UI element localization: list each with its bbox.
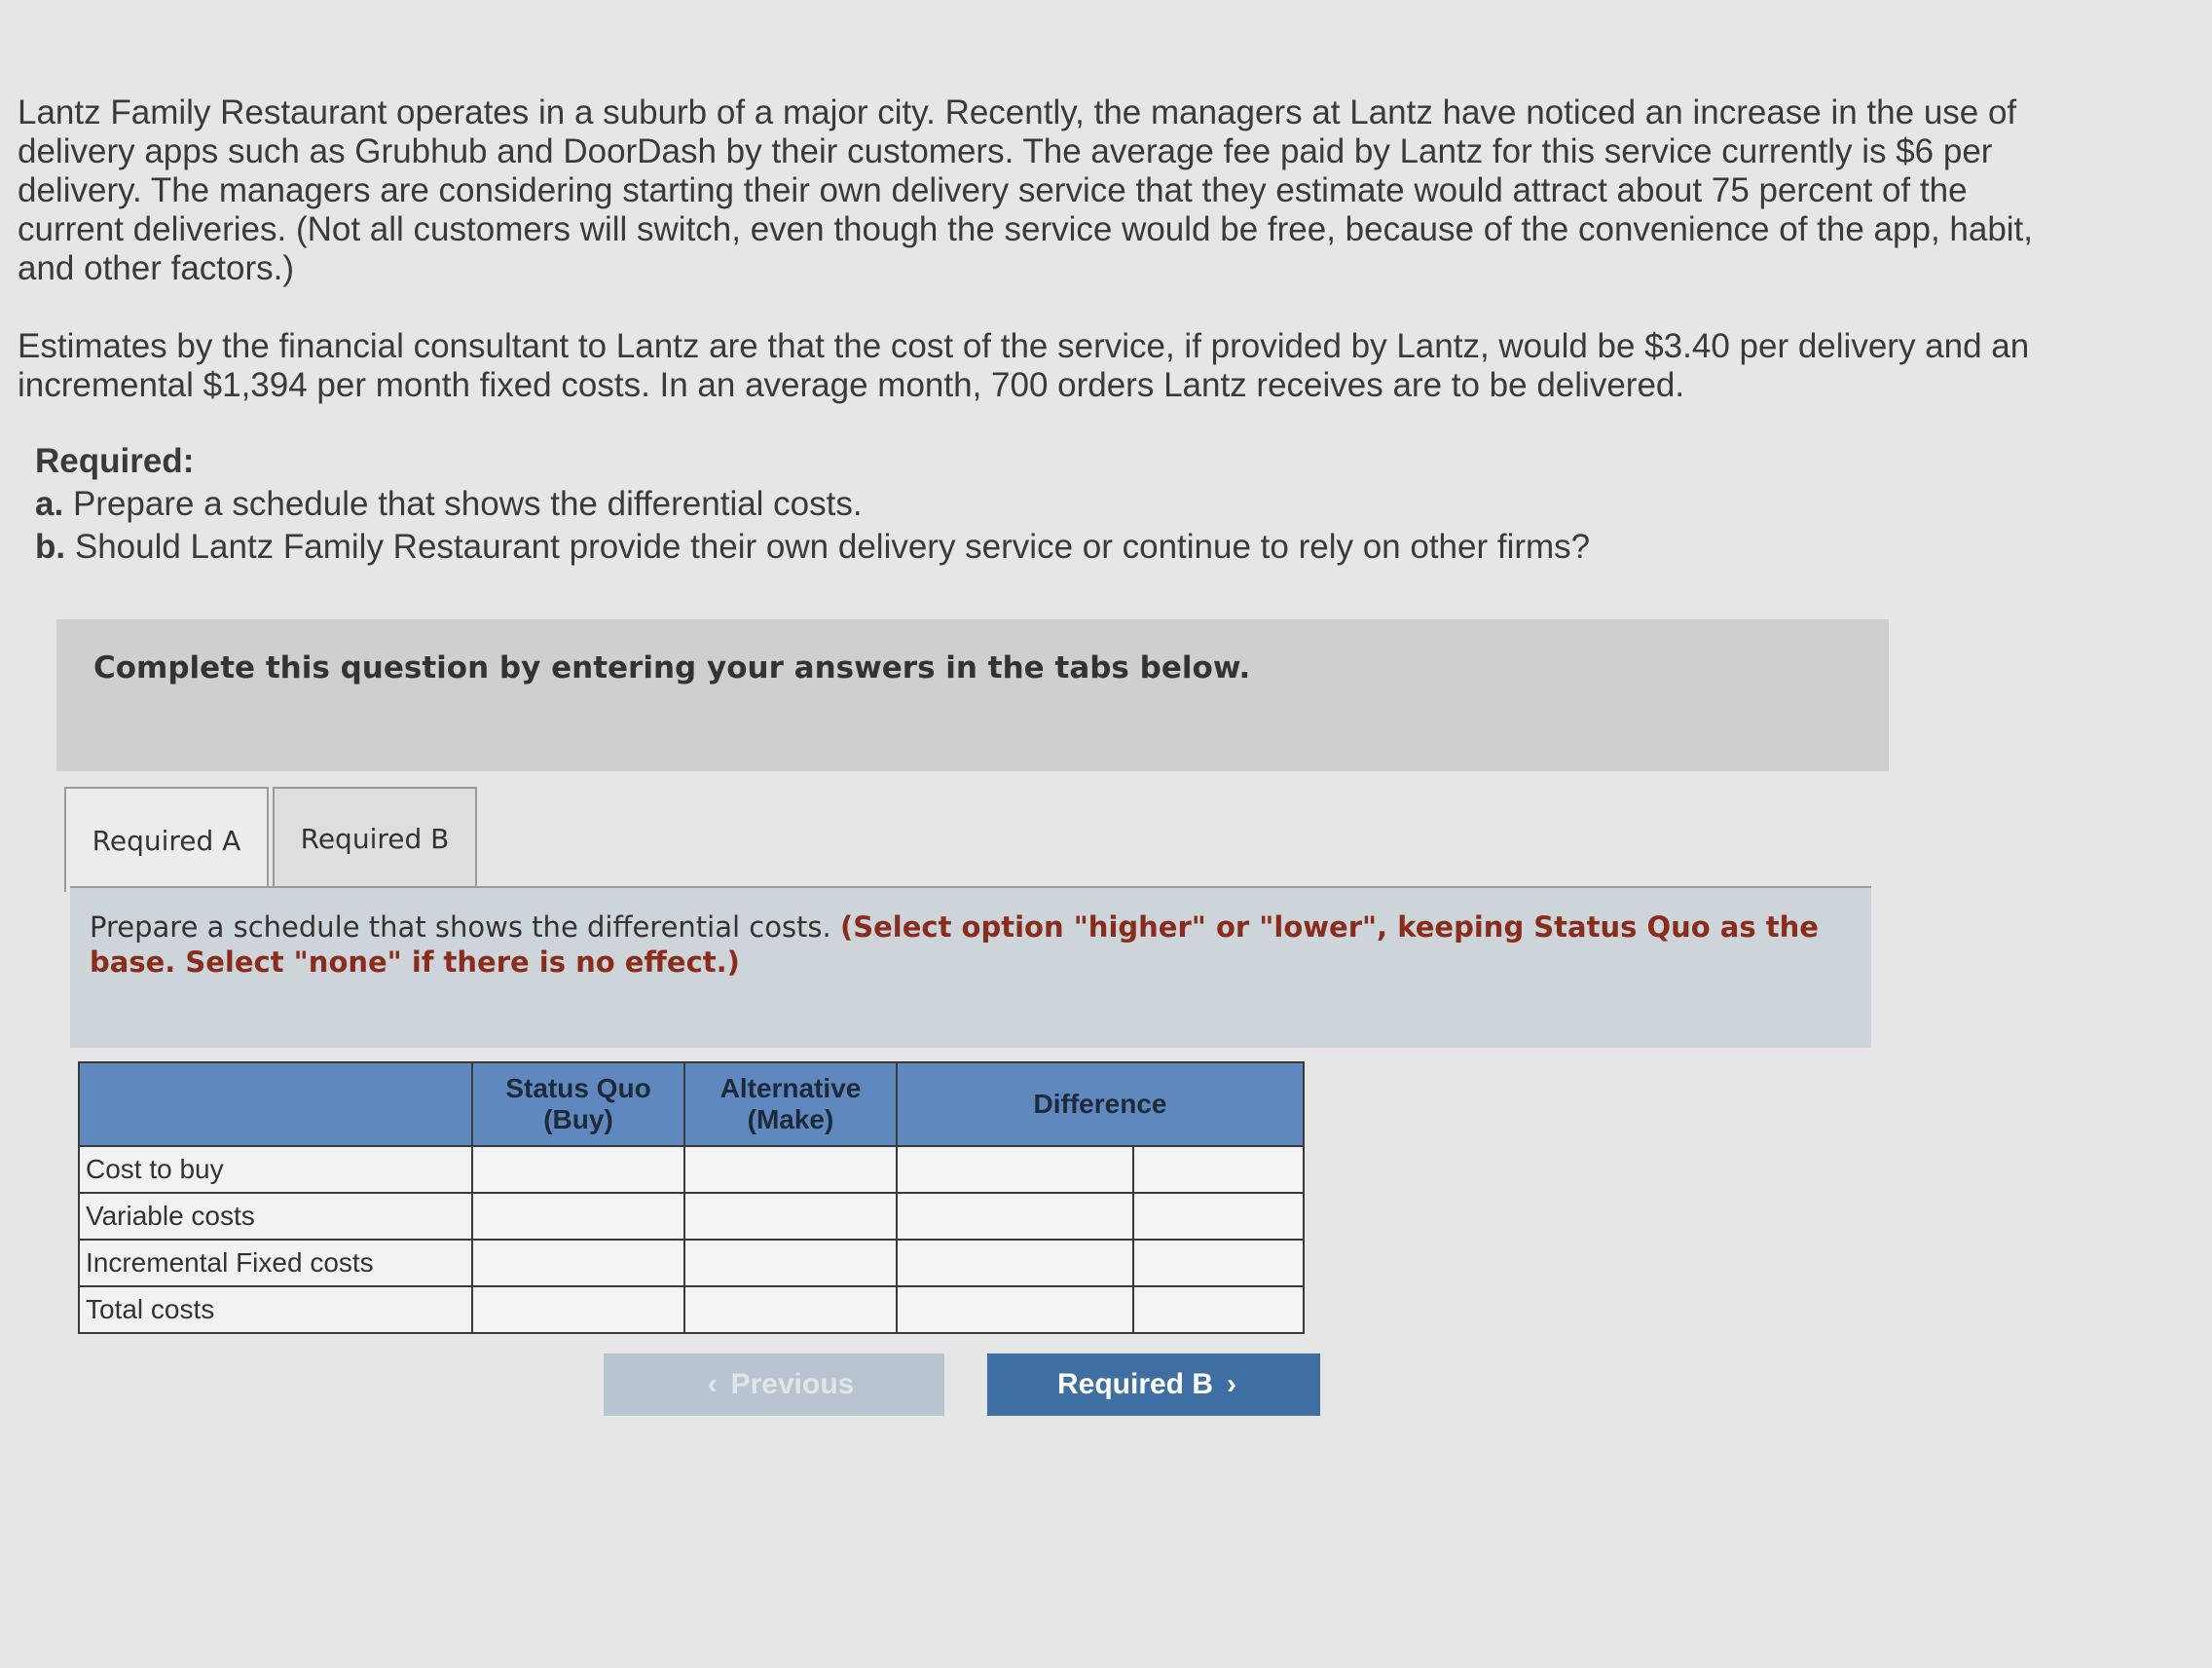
- required-list: [35, 440, 1590, 569]
- instruction-box: [56, 619, 1889, 771]
- difference-fixed-costs-select[interactable]: [1133, 1240, 1304, 1286]
- instruction-text: Complete this question by entering your answers in the tabs below.: [93, 650, 1251, 686]
- next-button-label: Required B: [1056, 1368, 1214, 1400]
- table-row: [79, 1193, 1304, 1240]
- alternative-fixed-costs-input[interactable]: [684, 1240, 897, 1286]
- alternative-total-costs-input[interactable]: [684, 1286, 897, 1333]
- tab-required-b[interactable]: Required B: [273, 787, 477, 888]
- header-difference: Difference: [897, 1062, 1304, 1146]
- required-item-b-marker: b.: [35, 528, 66, 566]
- chevron-left-icon: ‹: [707, 1368, 718, 1400]
- next-required-b-button[interactable]: [987, 1353, 1320, 1416]
- panel-text: [90, 909, 1823, 980]
- previous-button-label: Previous: [730, 1368, 855, 1400]
- required-heading: Required:: [35, 442, 195, 480]
- header-alternative-line2: (Make): [747, 1104, 834, 1134]
- problem-paragraph-2: Estimates by the financial consultant to Lantz are that the cost of the service, if provided by Lantz, would be $3.40 per delivery and an incremental $1,394 per month fixed costs. In an average month, 700 orders Lantz receives are to be delivered.: [18, 327, 2030, 404]
- table-row: [79, 1240, 1304, 1286]
- status-quo-fixed-costs-input[interactable]: [472, 1240, 684, 1286]
- row-label-total-costs: Total costs: [79, 1286, 472, 1333]
- header-alternative-line1: Alternative: [719, 1073, 862, 1103]
- table-row: [79, 1146, 1304, 1193]
- row-label-cost-to-buy: Cost to buy: [79, 1146, 472, 1193]
- header-status-quo-line1: Status Quo: [505, 1073, 651, 1103]
- problem-statement: [18, 93, 2082, 405]
- difference-cost-to-buy-select[interactable]: [1133, 1146, 1304, 1193]
- alternative-variable-costs-input[interactable]: [684, 1193, 897, 1240]
- status-quo-total-costs-input[interactable]: [472, 1286, 684, 1333]
- schedule-header-row: [79, 1062, 1304, 1146]
- required-item-b-text: Should Lantz Family Restaurant provide their own delivery service or continue to rely on other firms?: [74, 528, 1591, 566]
- previous-button[interactable]: [604, 1353, 944, 1416]
- problem-paragraph-1: Lantz Family Restaurant operates in a suburb of a major city. Recently, the managers at Lantz have noticed an increase in the use of delivery apps such as Grubhub and DoorDash by their customers. The average fee paid by Lantz for this service currently is $6 per delivery. The managers are considering starting their own delivery service that they estimate would attract about 75 percent of the current deliveries. (Not all customers will switch, even though the service would be free, because of the convenience of the app, habit, and other factors.): [18, 93, 2034, 287]
- status-quo-cost-to-buy-input[interactable]: [472, 1146, 684, 1193]
- difference-variable-costs-select[interactable]: [1133, 1193, 1304, 1240]
- tab-required-a[interactable]: Required A: [64, 787, 269, 892]
- tab-panel-instructions: [70, 886, 1871, 1048]
- required-item-b: [35, 526, 1590, 569]
- row-label-incremental-fixed-costs: Incremental Fixed costs: [79, 1240, 472, 1286]
- chevron-right-icon: ›: [1227, 1368, 1237, 1400]
- panel-text-plain: Prepare a schedule that shows the differential costs.: [90, 910, 831, 944]
- table-row: [79, 1286, 1304, 1333]
- required-item-a-marker: a.: [35, 485, 64, 523]
- panel-text-highlight: (Select option "higher" or "lower", keeping Status Quo as the base. Select "none" if there is no effect.): [90, 910, 1819, 979]
- required-item-a-text: Prepare a schedule that shows the differential costs.: [72, 485, 863, 523]
- row-label-variable-costs: Variable costs: [79, 1193, 472, 1240]
- differential-cost-schedule: [78, 1061, 1305, 1334]
- difference-total-costs-input[interactable]: [897, 1286, 1133, 1333]
- alternative-cost-to-buy-input[interactable]: [684, 1146, 897, 1193]
- header-blank: [79, 1062, 472, 1146]
- difference-variable-costs-input[interactable]: [897, 1193, 1133, 1240]
- status-quo-variable-costs-input[interactable]: [472, 1193, 684, 1240]
- difference-fixed-costs-input[interactable]: [897, 1240, 1133, 1286]
- difference-total-costs-select[interactable]: [1133, 1286, 1304, 1333]
- header-status-quo: [472, 1062, 684, 1146]
- header-alternative: [684, 1062, 897, 1146]
- header-status-quo-line2: (Buy): [543, 1104, 613, 1134]
- difference-cost-to-buy-input[interactable]: [897, 1146, 1133, 1193]
- required-item-a: [35, 483, 1590, 526]
